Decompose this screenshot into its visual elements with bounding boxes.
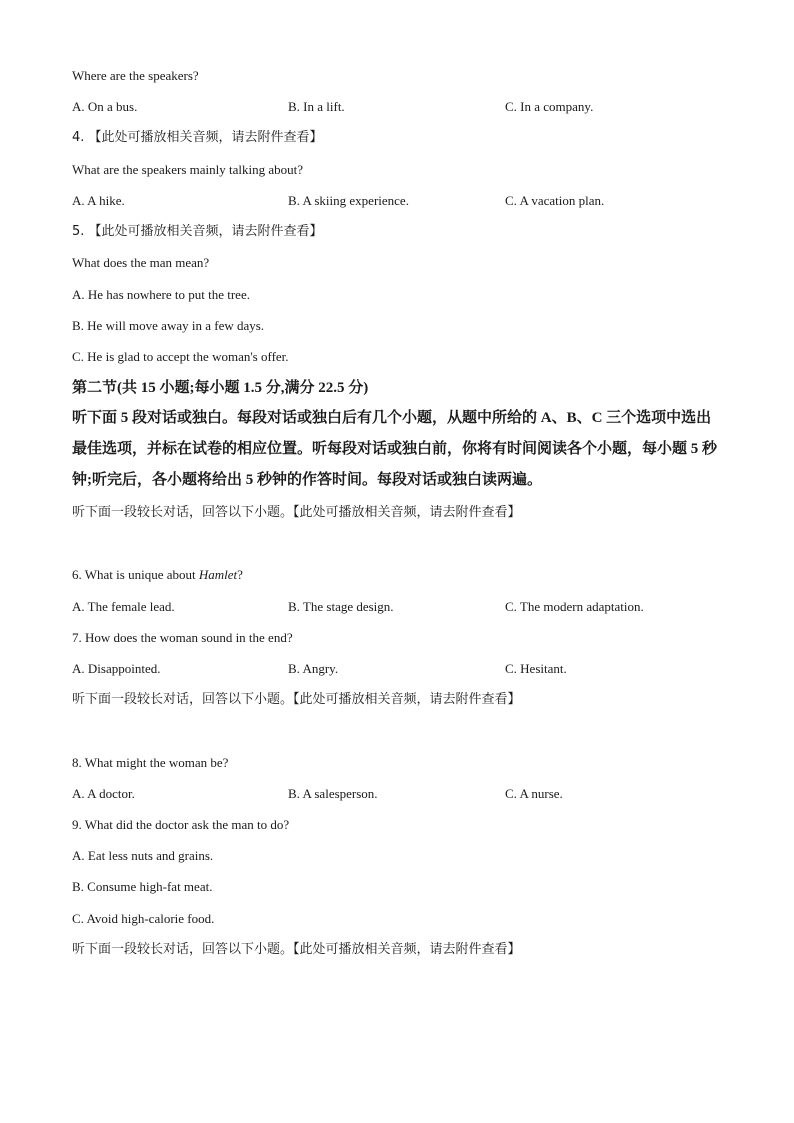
- dialog-audio-note-3[interactable]: 听下面一段较长对话，回答以下小题。【此处可播放相关音频，请去附件查看】: [72, 942, 521, 957]
- q9-option-a: A. Eat less nuts and grains.: [72, 848, 214, 863]
- q4-option-b: B. A skiing experience.: [288, 193, 409, 208]
- q6-question-suffix: ?: [237, 567, 243, 582]
- q5-audio-note[interactable]: 5. 【此处可播放相关音频，请去附件查看】: [72, 224, 323, 239]
- q9-question: 9. What did the doctor ask the man to do?: [72, 817, 290, 832]
- q9-option-c: C. Avoid high-calorie food.: [72, 911, 215, 926]
- q6-question: [72, 567, 243, 583]
- section2-instructions: 听下面 5 段对话或独白。每段对话或独白后有几个小题，从题中所给的 A、B、C 三个选项中选出最佳选项，并标在试卷的相应位置。听每段对话或独白前，你将有时间阅读各个小题，每小题 5 秒钟;听完后，各小题将给出 5 秒钟的作答时间。每段对话或独白读两遍。: [72, 410, 718, 488]
- q4-audio-note[interactable]: 4. 【此处可播放相关音频，请去附件查看】: [72, 130, 323, 145]
- section2-heading: 第二节(共 15 小题;每小题 1.5 分,满分 22.5 分): [72, 380, 369, 396]
- q5-question: What does the man mean?: [72, 255, 210, 270]
- q8-option-c: C. A nurse.: [505, 786, 563, 801]
- dialog-audio-note-2[interactable]: 听下面一段较长对话，回答以下小题。【此处可播放相关音频，请去附件查看】: [72, 692, 521, 707]
- q6-option-b: B. The stage design.: [288, 599, 394, 614]
- q5-option-b: B. He will move away in a few days.: [72, 318, 265, 333]
- dialog-audio-note-1[interactable]: 听下面一段较长对话，回答以下小题。【此处可播放相关音频，请去附件查看】: [72, 505, 521, 520]
- q3-option-a: A. On a bus.: [72, 99, 138, 114]
- q3-question: Where are the speakers?: [72, 68, 199, 83]
- q3-option-b: B. In a lift.: [288, 99, 345, 114]
- q6-question-title: Hamlet: [198, 567, 238, 582]
- q6-option-a: A. The female lead.: [72, 599, 175, 614]
- q8-option-a: A. A doctor.: [72, 786, 135, 801]
- q5-option-a: A. He has nowhere to put the tree.: [72, 287, 250, 302]
- q3-option-c: C. In a company.: [505, 99, 594, 114]
- q6-option-c: C. The modern adaptation.: [505, 599, 644, 614]
- q7-question: 7. How does the woman sound in the end?: [72, 630, 293, 645]
- q6-question-prefix: 6. What is unique about: [72, 567, 199, 582]
- q8-question: 8. What might the woman be?: [72, 755, 229, 770]
- q5-option-c: C. He is glad to accept the woman's offer.: [72, 349, 289, 364]
- q7-option-a: A. Disappointed.: [72, 661, 161, 676]
- q8-option-b: B. A salesperson.: [288, 786, 378, 801]
- q7-option-b: B. Angry.: [288, 661, 339, 676]
- q4-option-a: A. A hike.: [72, 193, 125, 208]
- q4-option-c: C. A vacation plan.: [505, 193, 605, 208]
- q7-option-c: C. Hesitant.: [505, 661, 567, 676]
- q9-option-b: B. Consume high-fat meat.: [72, 879, 213, 894]
- q4-question: What are the speakers mainly talking about?: [72, 162, 304, 177]
